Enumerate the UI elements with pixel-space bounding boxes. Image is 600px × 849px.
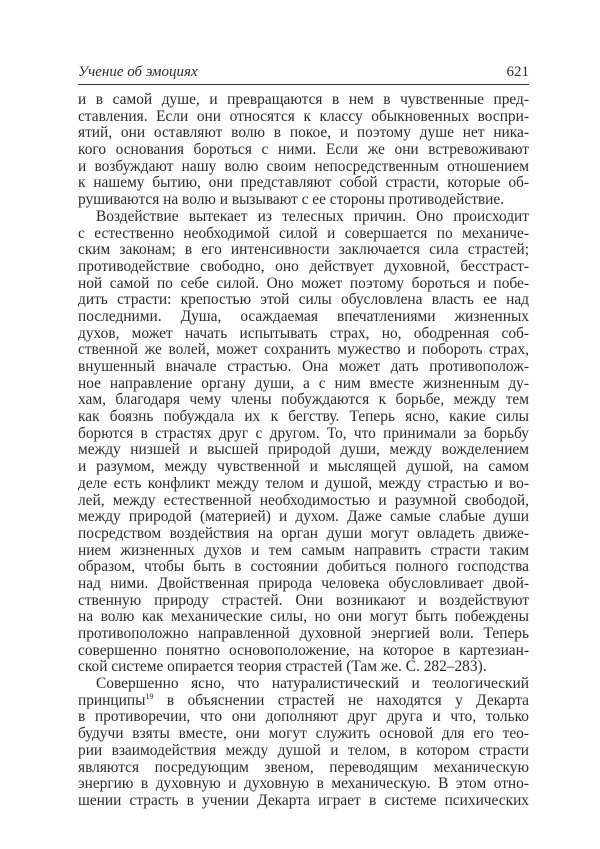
text-line-content: шении страсть в учении Декарта играет в системе психических	[78, 791, 529, 809]
text-line-content: над ними. Двойственная природа человека обусловливает двой-	[78, 574, 529, 592]
text-line	[78, 159, 529, 176]
text-line	[78, 559, 529, 576]
running-title: Учение об эмоциях	[78, 64, 198, 80]
footnote-reference: 19	[145, 691, 154, 701]
text-line-content: ной самой по себе силой. Оно может поэтому бороться и побе-	[78, 274, 529, 292]
text-line-content: лей, между естественной необходимостью и разумной свободой,	[78, 491, 529, 509]
text-line-content: образом, чтобы быть в состоянии добиться полного господства	[78, 558, 529, 576]
text-line	[78, 292, 529, 309]
text-line-content: будучи взяты вместе, они могут служить основой для его тео-	[78, 725, 529, 743]
text-line	[78, 426, 529, 443]
text-line-content: и разумом, между чувственной и мыслящей душой, на самом	[78, 458, 529, 476]
text-line-content: Совершенно ясно, что натуралистический и теологический	[96, 675, 529, 693]
text-line	[78, 626, 529, 643]
text-line	[78, 593, 529, 610]
text-line	[78, 359, 529, 376]
text-line-content: внушенный вначале страстью. Она может дать противополож-	[78, 358, 529, 375]
text-line	[78, 760, 529, 777]
text-line-content: духов, может начать испытывать страх, но, ободренная соб-	[78, 324, 529, 342]
text-line-content: между природой (материей) и духом. Даже самые слабые души	[78, 508, 529, 526]
text-line	[78, 409, 529, 426]
text-line-content: нием жизненных духов и тем самым направить страсти таким	[78, 541, 529, 559]
text-line-content: ственной же волей, может сохранить мужество и побороть страх,	[78, 341, 529, 359]
running-header	[78, 64, 529, 85]
body-text	[78, 92, 529, 810]
text-line	[78, 609, 529, 626]
text-line-content: и возбуждают нашу волю своим непосредственным отношением	[78, 157, 529, 175]
text-line-content: ставления. Если они относятся к классу обыкновенных воспри-	[78, 107, 529, 125]
text-line-content: деле есть конфликт между телом и душой, между страстью и во-	[78, 474, 529, 492]
text-line-content: являются посредующим звеном, переводящим механическую	[78, 758, 529, 776]
text-line	[78, 543, 529, 560]
text-line	[78, 693, 529, 710]
text-line-content: дить страсти: крепостью этой силы обусловлена власть ее над	[78, 291, 529, 309]
text-line-content: совершенно понятно основоположение, на которое в картезиан-	[78, 641, 529, 659]
text-line	[78, 643, 529, 660]
text-line	[78, 676, 529, 693]
text-line-content: как боязнь побуждала их к бегству. Теперь ясно, какие силы	[78, 408, 529, 426]
text-line	[78, 709, 529, 726]
text-line	[78, 192, 529, 209]
text-line	[78, 576, 529, 593]
text-line	[78, 726, 529, 743]
text-line	[78, 209, 529, 226]
text-line	[78, 309, 529, 326]
text-line-content: борются в страстях друг с другом. То, что принимали за борьбу	[78, 424, 529, 442]
text-line	[78, 342, 529, 359]
text-line	[78, 392, 529, 409]
text-line-content: в объяснении страстей не находятся у Декарта	[153, 691, 529, 709]
text-line	[78, 125, 529, 142]
text-line	[78, 175, 529, 192]
text-line-content: ное направление органу души, а с ним вместе жизненным ду-	[78, 374, 529, 392]
text-line-content: к нашему бытию, они представляют собой страсти, которые об-	[78, 174, 529, 192]
text-line	[78, 259, 529, 276]
page-number: 621	[506, 64, 529, 80]
text-line	[78, 376, 529, 393]
text-line-content: на волю как механические силы, но они могут быть побеждены	[78, 608, 529, 626]
text-line	[78, 442, 529, 459]
text-line-content: рии взаимодействия между душой и телом, в котором страсти	[78, 741, 529, 759]
text-line-content: ственную природу страстей. Они возникают и воздействуют	[78, 591, 529, 609]
text-line	[78, 793, 529, 810]
text-line-content: в противоречии, что они дополняют друг друга и что, только	[78, 708, 529, 726]
text-line-content: и в самой душе, и превращаются в нем в чувственные пред-	[78, 91, 529, 108]
text-line-content: между низшей и высшей природой души, между вожделением	[78, 441, 529, 459]
text-line-content: последними. Душа, осаждаемая впечатлениями жизненных	[78, 307, 529, 325]
text-line-content: хам, благодаря чему члены побуждаются к борьбе, между тем	[78, 391, 529, 409]
text-line	[78, 326, 529, 343]
text-line	[78, 459, 529, 476]
text-line-content: противодействие свободно, оно действует духовной, бесстраст-	[78, 257, 529, 275]
text-line	[78, 776, 529, 793]
text-line-content: ятий, они оставляют волю в покое, и поэтому душе нет ника-	[78, 124, 529, 142]
text-line	[78, 92, 529, 109]
text-line-content: с естественно необходимой силой и совершается по механиче-	[78, 224, 529, 242]
text-line	[78, 509, 529, 526]
text-line-content: кого основания бороться с ними. Если же они встревоживают	[78, 141, 529, 159]
text-line-content: посредством воздействия на орган души могут овладеть движе-	[78, 524, 529, 542]
text-line-content: противоположно направленной духовной энергией воли. Теперь	[78, 625, 529, 642]
text-line	[78, 226, 529, 243]
text-line	[78, 659, 529, 676]
text-line-content: ским законам; в его интенсивности заключается сила страстей;	[78, 241, 529, 259]
text-line	[78, 743, 529, 760]
text-line-content: Воздействие вытекает из телесных причин. Оно происходит	[96, 207, 529, 225]
text-line	[78, 476, 529, 493]
text-line-content: ской системе опирается теория страстей (Там же. С. 282–283).	[78, 658, 487, 676]
text-line-content: энергию в духовную и духовную в механическую. В этом отно-	[78, 775, 529, 793]
text-line	[78, 276, 529, 293]
text-line	[78, 242, 529, 259]
text-line-content: рушиваются на волю и вызывают с ее стороны противодействие.	[78, 191, 505, 209]
text-line	[78, 526, 529, 543]
text-line	[78, 493, 529, 510]
text-line-content: принципы	[78, 691, 146, 709]
text-line	[78, 109, 529, 126]
text-line	[78, 142, 529, 159]
